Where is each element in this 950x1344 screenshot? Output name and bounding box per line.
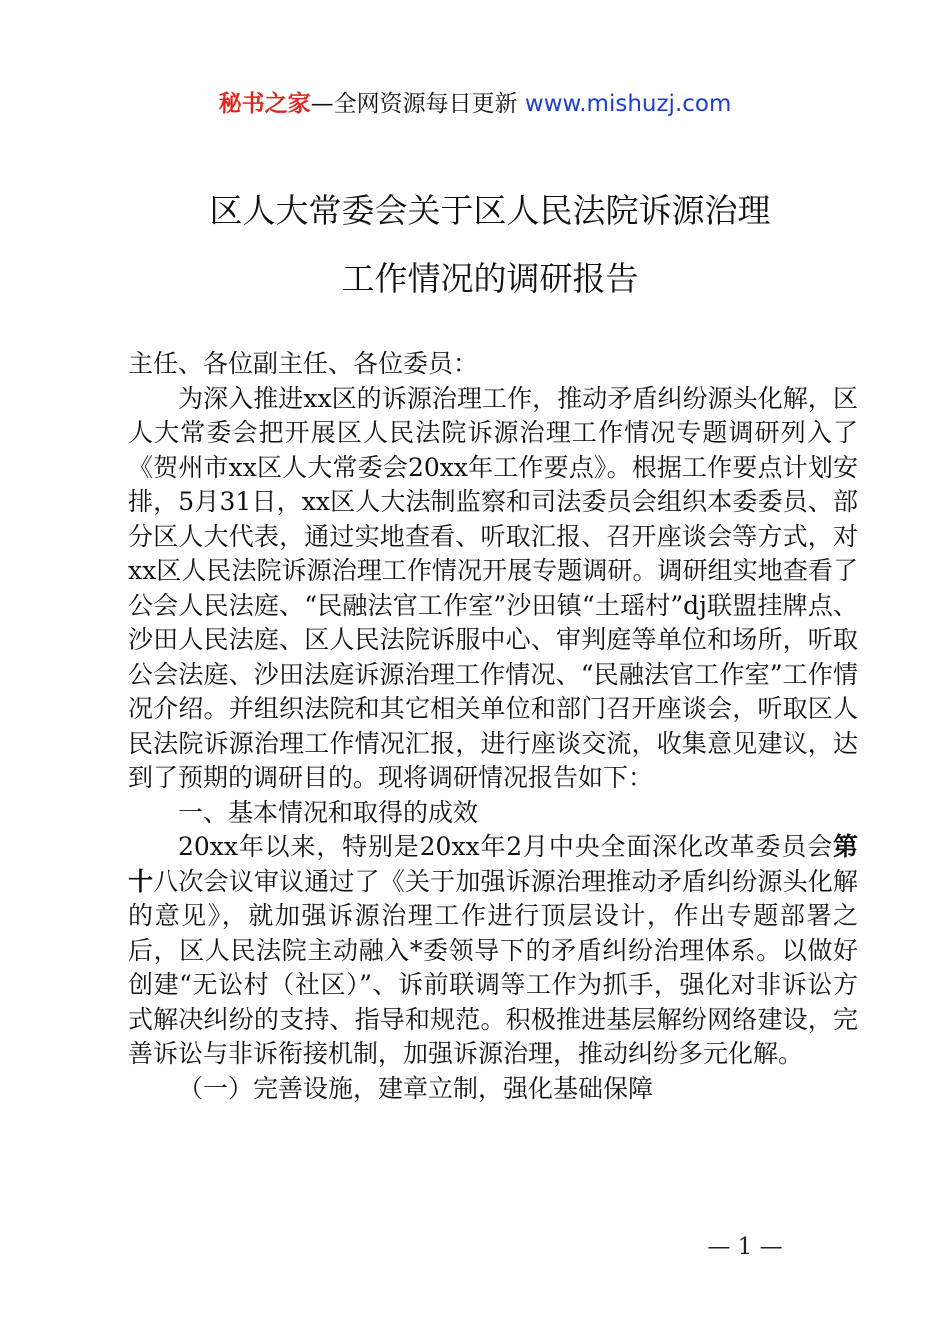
banner-slogan: —全网资源每日更新 (310, 91, 525, 117)
section-1-paragraph-rest: 八次会议审议通过了《关于加强诉源治理推动矛盾纠纷源头化解的意见》，就加强诉源治理工作进行顶层设计，作出专题部署之后，区人民法院主动融入*委领导下的矛盾纠纷治理体系。以做好创建“无讼村（社区）”、诉前联调等工作为抓手，强化对非诉讼方式解决纠纷的支持、指导和规范。积极推进基层解纷网络建设，完善诉讼与非诉衔接机制，加强诉源治理，推动纠纷多元化解。 (128, 866, 858, 1068)
document-title-line-1: 区人大常委会关于区人民法院诉源治理 (209, 191, 771, 230)
banner-url-link[interactable]: www.mishuzj.com (524, 91, 732, 117)
section-1-heading: 一、基本情况和取得的成效 (178, 797, 479, 827)
banner-brand: 秘书之家 (218, 91, 311, 117)
intro-paragraph: 为深入推进xx区的诉源治理工作，推动矛盾纠纷源头化解，区人大常委会把开展区人民法院诉源治理工作情况专题调研列入了《贺州市xx区人大常委会20xx年工作要点》。根据工作要点计划安排，5月31日，xx区人大法制监察和司法委员会组织本委委员、部分区人大代表，通过实地查看、听取汇报、召开座谈会等方式，对xx区人民法院诉源治理工作情况开展专题调研。调研组实地查看了公会人民法庭、“民融法官工作室”沙田镇“土瑶村”dj联盟挂牌点、沙田人民法庭、区人民法院诉服中心、审判庭等单位和场所，听取公会法庭、沙田法庭诉源治理工作情况、“民融法官工作室”工作情况介绍。并组织法院和其它相关单位和部门召开座谈会，听取区人民法院诉源治理工作情况汇报，进行座谈交流，收集意见建议，达到了预期的调研目的。现将调研情况报告如下： (128, 383, 858, 792)
section-1-paragraph (128, 830, 858, 1072)
page-number: — 1 — (707, 1234, 783, 1260)
site-banner (0, 86, 950, 122)
section-1-paragraph-start: 20xx年以来，特别是20xx年2月中央全面深化改革委员会 (178, 832, 833, 861)
subsection-1-heading: （一）完善设施，建章立制，强化基础保障 (178, 1073, 654, 1103)
section-1-paragraph-bold: 第十 (128, 832, 858, 896)
salutation: 主任、各位副主任、各位委员： (128, 349, 479, 378)
document-title-line-2: 工作情况的调研报告 (341, 259, 639, 298)
document-body (128, 347, 858, 1106)
